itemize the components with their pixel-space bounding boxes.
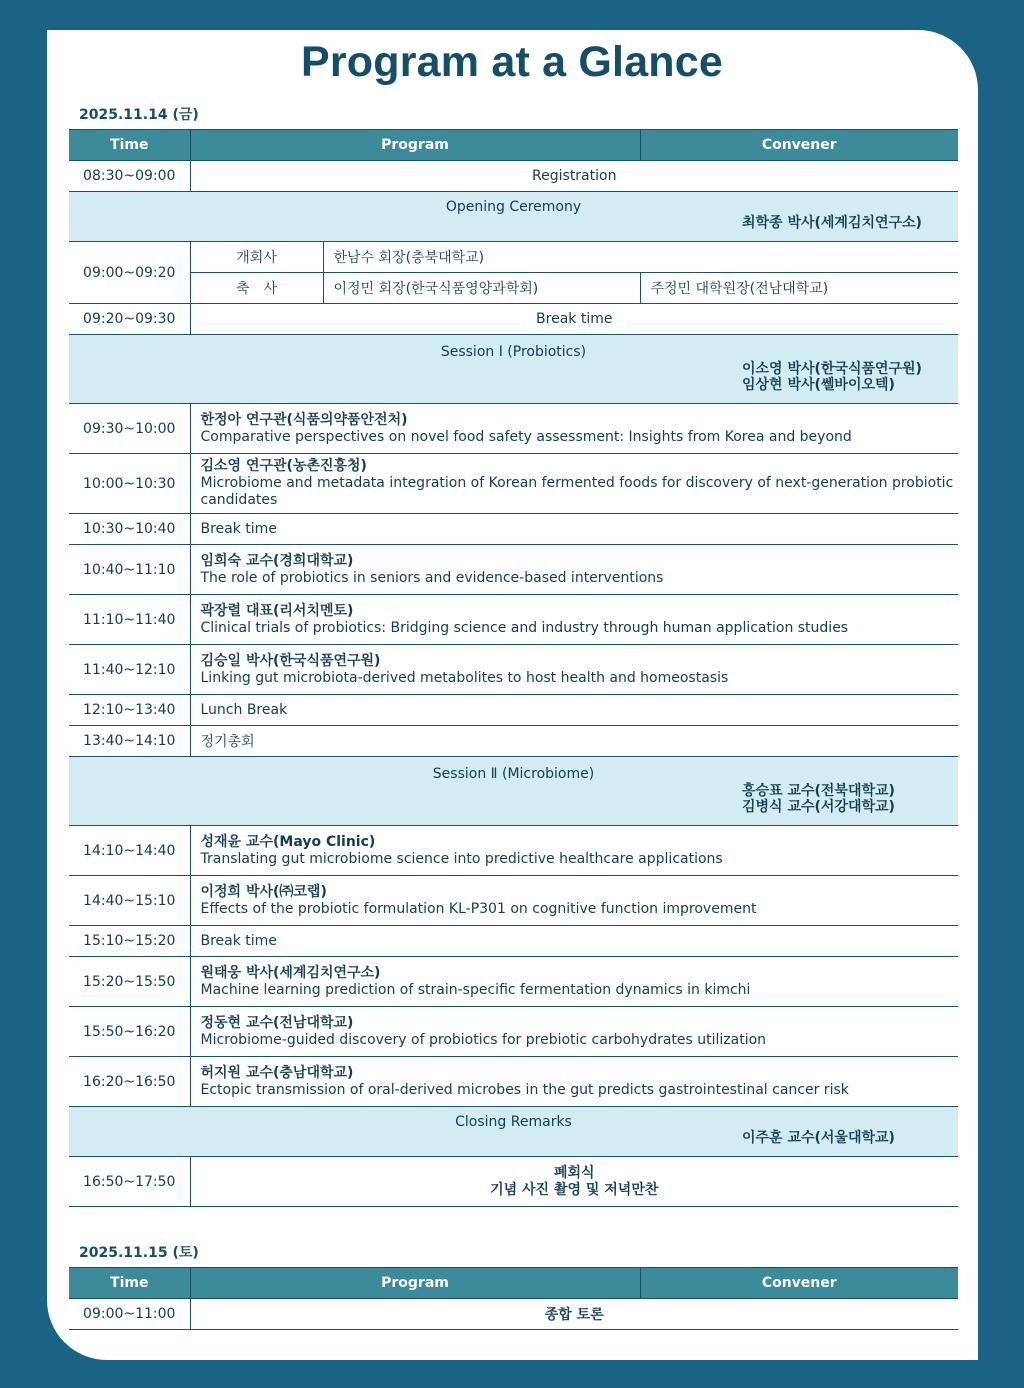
time-cell: 12:10~13:40 — [69, 695, 190, 726]
speaker: 허지원 교수(충남대학교) — [200, 1064, 354, 1081]
lunch-label: Lunch Break — [190, 695, 958, 726]
time-cell: 16:20~16:50 — [69, 1057, 190, 1107]
discussion-row — [69, 1299, 958, 1330]
closing-cell — [190, 1157, 958, 1207]
time-cell: 10:00~10:30 — [69, 454, 190, 514]
speaker: 원태웅 박사(세계김치연구소) — [200, 964, 381, 981]
talk-title: Translating gut microbiome science into predictive healthcare applications — [200, 850, 723, 867]
speaker: 곽장렬 대표(리서치멘토) — [200, 602, 354, 619]
time-cell: 16:50~17:50 — [69, 1157, 190, 1207]
closing-line-1: 폐회식 — [553, 1164, 595, 1181]
break-row — [69, 304, 958, 335]
speaker: 김소영 연구관(농촌진흥청) — [200, 458, 367, 474]
time-cell: 11:40~12:10 — [69, 645, 190, 695]
session1-band — [69, 335, 958, 404]
header-time: Time — [69, 1268, 190, 1299]
general-meeting-label: 정기총회 — [190, 726, 958, 757]
talk-cell — [190, 545, 958, 595]
closing-row — [69, 1157, 958, 1207]
day1-date: 2025.11.14 (금) — [79, 107, 199, 123]
talk-row — [69, 1057, 958, 1107]
band-title: Session I (Probiotics) — [440, 344, 587, 360]
talk-title: Linking gut microbiota-derived metabolites to host health and homeostasis — [200, 669, 729, 686]
congrats-row — [69, 273, 958, 304]
header-program: Program — [190, 130, 640, 161]
speaker: 한정아 연구관(식품의약품안전처) — [200, 411, 408, 428]
talk-cell — [190, 595, 958, 645]
time-cell: 15:50~16:20 — [69, 1007, 190, 1057]
talk-row — [69, 404, 958, 454]
speaker: 성재윤 교수(Mayo Clinic) — [200, 833, 376, 850]
time-cell: 14:10~14:40 — [69, 826, 190, 876]
convener-2: 김병식 교수(서강대학교) — [742, 799, 895, 815]
talk-row — [69, 545, 958, 595]
role-cell: 축 사 — [190, 273, 323, 304]
talk-title: Machine learning prediction of strain-specific fermentation dynamics in kimchi — [200, 981, 751, 998]
talk-cell — [190, 957, 958, 1007]
speaker-cell: 이정민 회장(한국식품영양과학회) — [323, 273, 640, 304]
lunch-row — [69, 695, 958, 726]
time-cell: 11:10~11:40 — [69, 595, 190, 645]
break-label: Break time — [190, 304, 958, 335]
talk-cell — [190, 826, 958, 876]
session2-band — [69, 757, 958, 826]
break-row — [69, 514, 958, 545]
break-row — [69, 926, 958, 957]
talk-cell — [190, 645, 958, 695]
talk-cell — [190, 1007, 958, 1057]
time-cell: 09:20~09:30 — [69, 304, 190, 335]
speaker: 이정희 박사(㈜코랩) — [200, 883, 327, 900]
talk-title: Ectopic transmission of oral-derived microbes in the gut predicts gastrointestinal cancer risk — [200, 1081, 849, 1098]
discussion-label: 종합 토론 — [190, 1299, 958, 1330]
time-cell: 15:20~15:50 — [69, 957, 190, 1007]
band-convener: 이주훈 교수(서울대학교) — [742, 1130, 895, 1146]
time-cell: 09:00~09:20 — [69, 242, 190, 304]
convener-1: 홍승표 교수(전북대학교) — [742, 783, 895, 799]
header-convener: Convener — [640, 130, 958, 161]
table-header-row — [69, 1268, 958, 1299]
registration-label: Registration — [190, 161, 958, 192]
talk-row — [69, 876, 958, 926]
closing-remarks-band — [69, 1107, 958, 1157]
talk-title: Microbiome-guided discovery of probiotics for prebiotic carbohydrates utilization — [200, 1031, 767, 1048]
talk-title: Comparative perspectives on novel food safety assessment: Insights from Korea and beyond — [200, 428, 852, 445]
talk-cell — [190, 876, 958, 926]
time-cell: 15:10~15:20 — [69, 926, 190, 957]
general-meeting-row — [69, 726, 958, 757]
speaker: 임희숙 교수(경희대학교) — [200, 552, 354, 569]
talk-title: Microbiome and metadata integration of Korean fermented foods for discovery of next-generation probiotic candidates — [200, 475, 954, 508]
table-header-row — [69, 130, 958, 161]
band-convener: 최학종 박사(세계김치연구소) — [742, 215, 922, 231]
page-title: Program at a Glance — [300, 38, 724, 86]
closing-line-2: 기념 사진 촬영 및 저녁만찬 — [490, 1181, 659, 1198]
role-cell: 개회사 — [190, 242, 323, 273]
convener-2: 임상현 박사(쎌바이오텍) — [742, 377, 895, 393]
header-program: Program — [190, 1268, 640, 1299]
break-label: Break time — [190, 514, 958, 545]
time-cell: 09:00~11:00 — [69, 1299, 190, 1330]
band-title: Closing Remarks — [455, 1114, 572, 1130]
header-time: Time — [69, 130, 190, 161]
talk-cell — [190, 1057, 958, 1107]
talk-title: Effects of the probiotic formulation KL-P301 on cognitive function improvement — [200, 900, 757, 917]
time-cell: 10:40~11:10 — [69, 545, 190, 595]
band-convener — [742, 361, 922, 393]
talk-row — [69, 645, 958, 695]
day2-date: 2025.11.15 (토) — [79, 1245, 199, 1261]
speaker-cell: 한남수 회장(충북대학교) — [323, 242, 958, 273]
time-cell: 09:30~10:00 — [69, 404, 190, 454]
header-convener: Convener — [640, 1268, 958, 1299]
talk-title: Clinical trials of probiotics: Bridging science and industry through human application studies — [200, 619, 849, 636]
day1-schedule-table — [69, 129, 958, 1207]
break-label: Break time — [190, 926, 958, 957]
day2-schedule-table — [69, 1267, 958, 1330]
time-cell: 10:30~10:40 — [69, 514, 190, 545]
talk-title: The role of probiotics in seniors and evidence-based interventions — [200, 569, 664, 586]
registration-row — [69, 161, 958, 192]
welcome-row — [69, 242, 958, 273]
speaker: 정동현 교수(전남대학교) — [200, 1014, 354, 1031]
speaker: 김승일 박사(한국식품연구원) — [200, 652, 381, 669]
talk-row — [69, 595, 958, 645]
talk-row — [69, 454, 958, 514]
talk-row — [69, 826, 958, 876]
time-cell: 13:40~14:10 — [69, 726, 190, 757]
band-convener — [742, 783, 895, 815]
talk-cell — [190, 454, 958, 514]
band-title: Opening Ceremony — [445, 199, 582, 215]
time-cell: 14:40~15:10 — [69, 876, 190, 926]
speaker-cell-2: 주정민 대학원장(전남대학교) — [640, 273, 958, 304]
band-title: Session Ⅱ (Microbiome) — [432, 766, 595, 782]
convener-1: 이소영 박사(한국식품연구원) — [742, 361, 922, 377]
time-cell: 08:30~09:00 — [69, 161, 190, 192]
talk-row — [69, 1007, 958, 1057]
talk-row — [69, 957, 958, 1007]
talk-cell — [190, 404, 958, 454]
opening-ceremony-band — [69, 192, 958, 242]
